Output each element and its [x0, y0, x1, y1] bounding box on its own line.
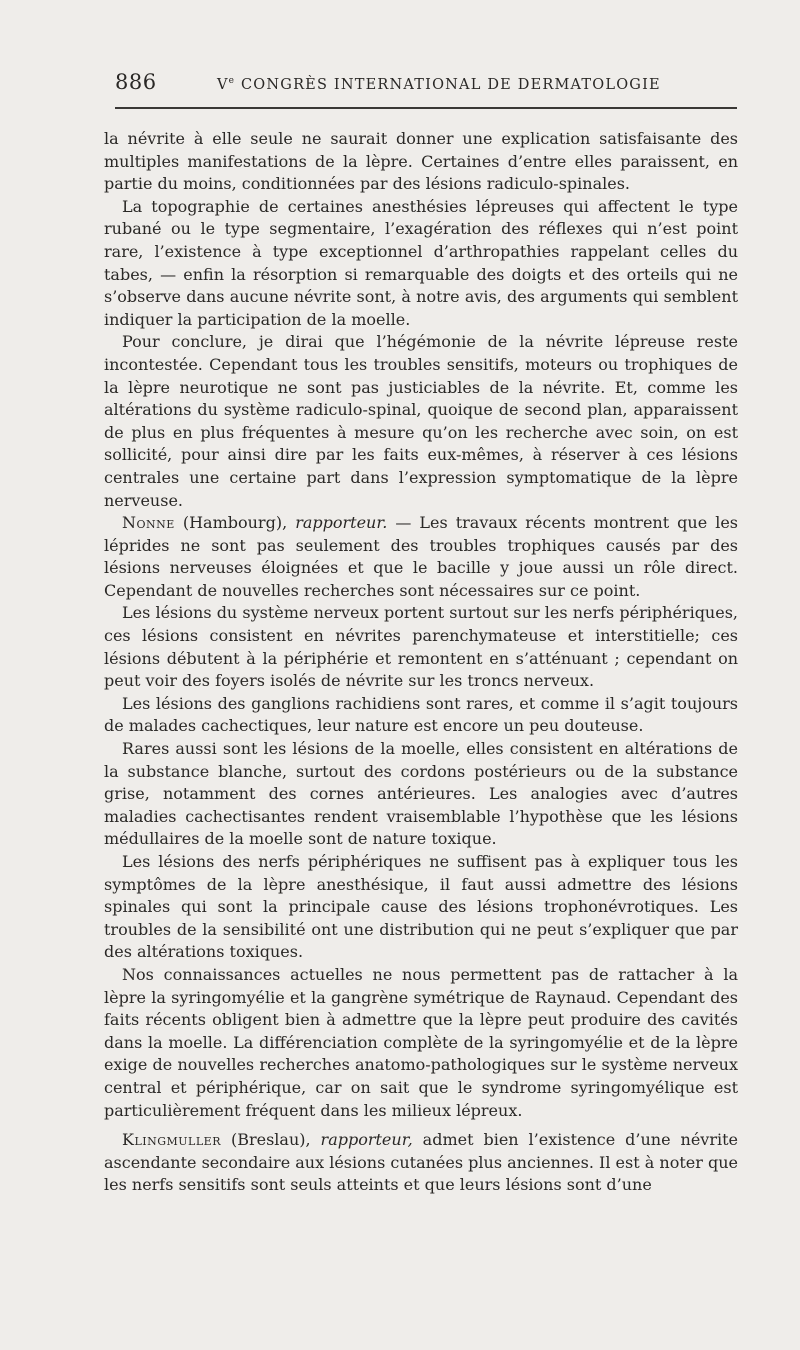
paragraph-text: Les lésions du système nerveux portent surtout sur les nerfs périphériques, ces lésions consistent en névrites parenchymateuse et interstitielle; ces lésions débutent à la périphérie et remontent en s’atténuant ; cependant on peut voir des foyers isolés de névrite sur les troncs nerveux.	[104, 603, 738, 691]
header-title-roman: V	[217, 77, 229, 93]
page-number: 886	[115, 70, 157, 94]
header-title-sup: e	[228, 76, 236, 86]
header-title-rest: CONGRÈS INTERNATIONAL DE DERMATOLOGIE	[241, 77, 661, 93]
paragraph	[104, 602, 738, 692]
running-head	[115, 70, 737, 104]
speaker-place: (Breslau),	[230, 1130, 311, 1150]
paragraph-text: admet bien l’existence d’une névrite ascendante secondaire aux lésions cutanées plus anciennes. Il est à noter que les nerfs sensitifs sont seuls atteints et que leurs lésions sont d’une	[104, 1130, 739, 1195]
paragraph	[104, 196, 738, 332]
paragraph	[104, 738, 738, 851]
speaker-place: (Hambourg),	[182, 513, 288, 533]
paragraph-nonne	[104, 512, 738, 602]
paragraph-text: Pour conclure, je dirai que l’hégémonie de la névrite lépreuse reste incontestée. Cependant tous les troubles sensitifs, moteurs ou trophiques de la lèpre neurotique ne sont pas justiciables de la névrite. Et, comme les altérations du système radiculo-spinal, quoique de second plan, apparaissent de plus en plus fréquentes à mesure qu’on les recherche avec soin, on est sollicité, pour ainsi dire par les faits eux-mêmes, à réserver à ces lésions centrales une certaine part dans l’expression symptomatique de la lèpre nerveuse.	[104, 332, 738, 510]
paragraph	[104, 128, 738, 196]
paragraph	[104, 693, 738, 738]
speaker-role: rapporteur,	[320, 1130, 413, 1150]
paragraph-text: Les lésions des nerfs périphériques ne suffisent pas à expliquer tous les symptômes de la lèpre anesthésique, il faut aussi admettre des lésions spinales qui sont la principale cause des lésions trophonévrotiques. Les troubles de la sensibilité ont une distribution qui ne peut s’expliquer que par des altérations toxiques.	[104, 852, 738, 962]
paragraph	[104, 331, 738, 512]
paragraph-text: la névrite à elle seule ne saurait donner une explication satisfaisante des multiples manifestations de la lèpre. Certaines d’entre elles paraissent, en partie du moins, conditionnées par des lésions radiculo-spinales.	[104, 129, 738, 194]
paragraph-text: La topographie de certaines anesthésies lépreuses qui affectent le type rubané ou le type segmentaire, l’exagération des réflexes qui n’est point rare, l’existence à type exceptionnel d’arthropathies rappelant celles du tabes, — enfin la résorption si remarquable des doigts et des orteils qui ne s’observe dans aucune névrite sont, à notre avis, des arguments qui semblent indiquer la participation de la moelle.	[104, 196, 738, 329]
paragraph-text: — Les travaux récents montrent que les léprides ne sont pas seulement des troubles trophiques causés par des lésions nerveuses éloignées et que le bacille y joue aussi un rôle direct. Cependant de nouvelles recherches sont nécessaires sur ce point.	[104, 513, 739, 600]
header-title	[217, 76, 661, 93]
speaker-role: rapporteur.	[295, 513, 388, 533]
body-text	[104, 128, 738, 1197]
paragraph-text: Nos connaissances actuelles ne nous permettent pas de rattacher à la lèpre la syringomyélie et la gangrène symétrique de Raynaud. Cependant des faits récents obligent bien à admettre que la lèpre peut produire des cavités dans la moelle. La différenciation complète de la syringomyélie et de la lèpre exige de nouvelles recherches anatomo-pathologiques sur le système nerveux central et périphérique, car on sait que le syndrome syringomyélique est particulièrement fréquent dans les milieux lépreux.	[104, 964, 738, 1120]
paragraph	[104, 964, 738, 1122]
paragraph-text: Les lésions des ganglions rachidiens sont rares, et comme il s’agit toujours de malades cachectiques, leur nature est encore un peu douteuse.	[104, 693, 738, 736]
paragraph-klingmuller	[104, 1129, 738, 1197]
speaker-name: Nonne	[122, 513, 175, 533]
header-rule	[115, 107, 737, 109]
paragraph-text: Rares aussi sont les lésions de la moelle, elles consistent en altérations de la substance blanche, surtout des cordons postérieurs ou de la substance grise, notamment des cornes antérieures. Les analogies avec d’autres maladies cachectisantes rendent vraisemblable l’hypothèse que les lésions médullaires de la moelle sont de nature toxique.	[104, 739, 738, 849]
paragraph	[104, 851, 738, 964]
speaker-name: Klingmuller	[122, 1130, 221, 1150]
